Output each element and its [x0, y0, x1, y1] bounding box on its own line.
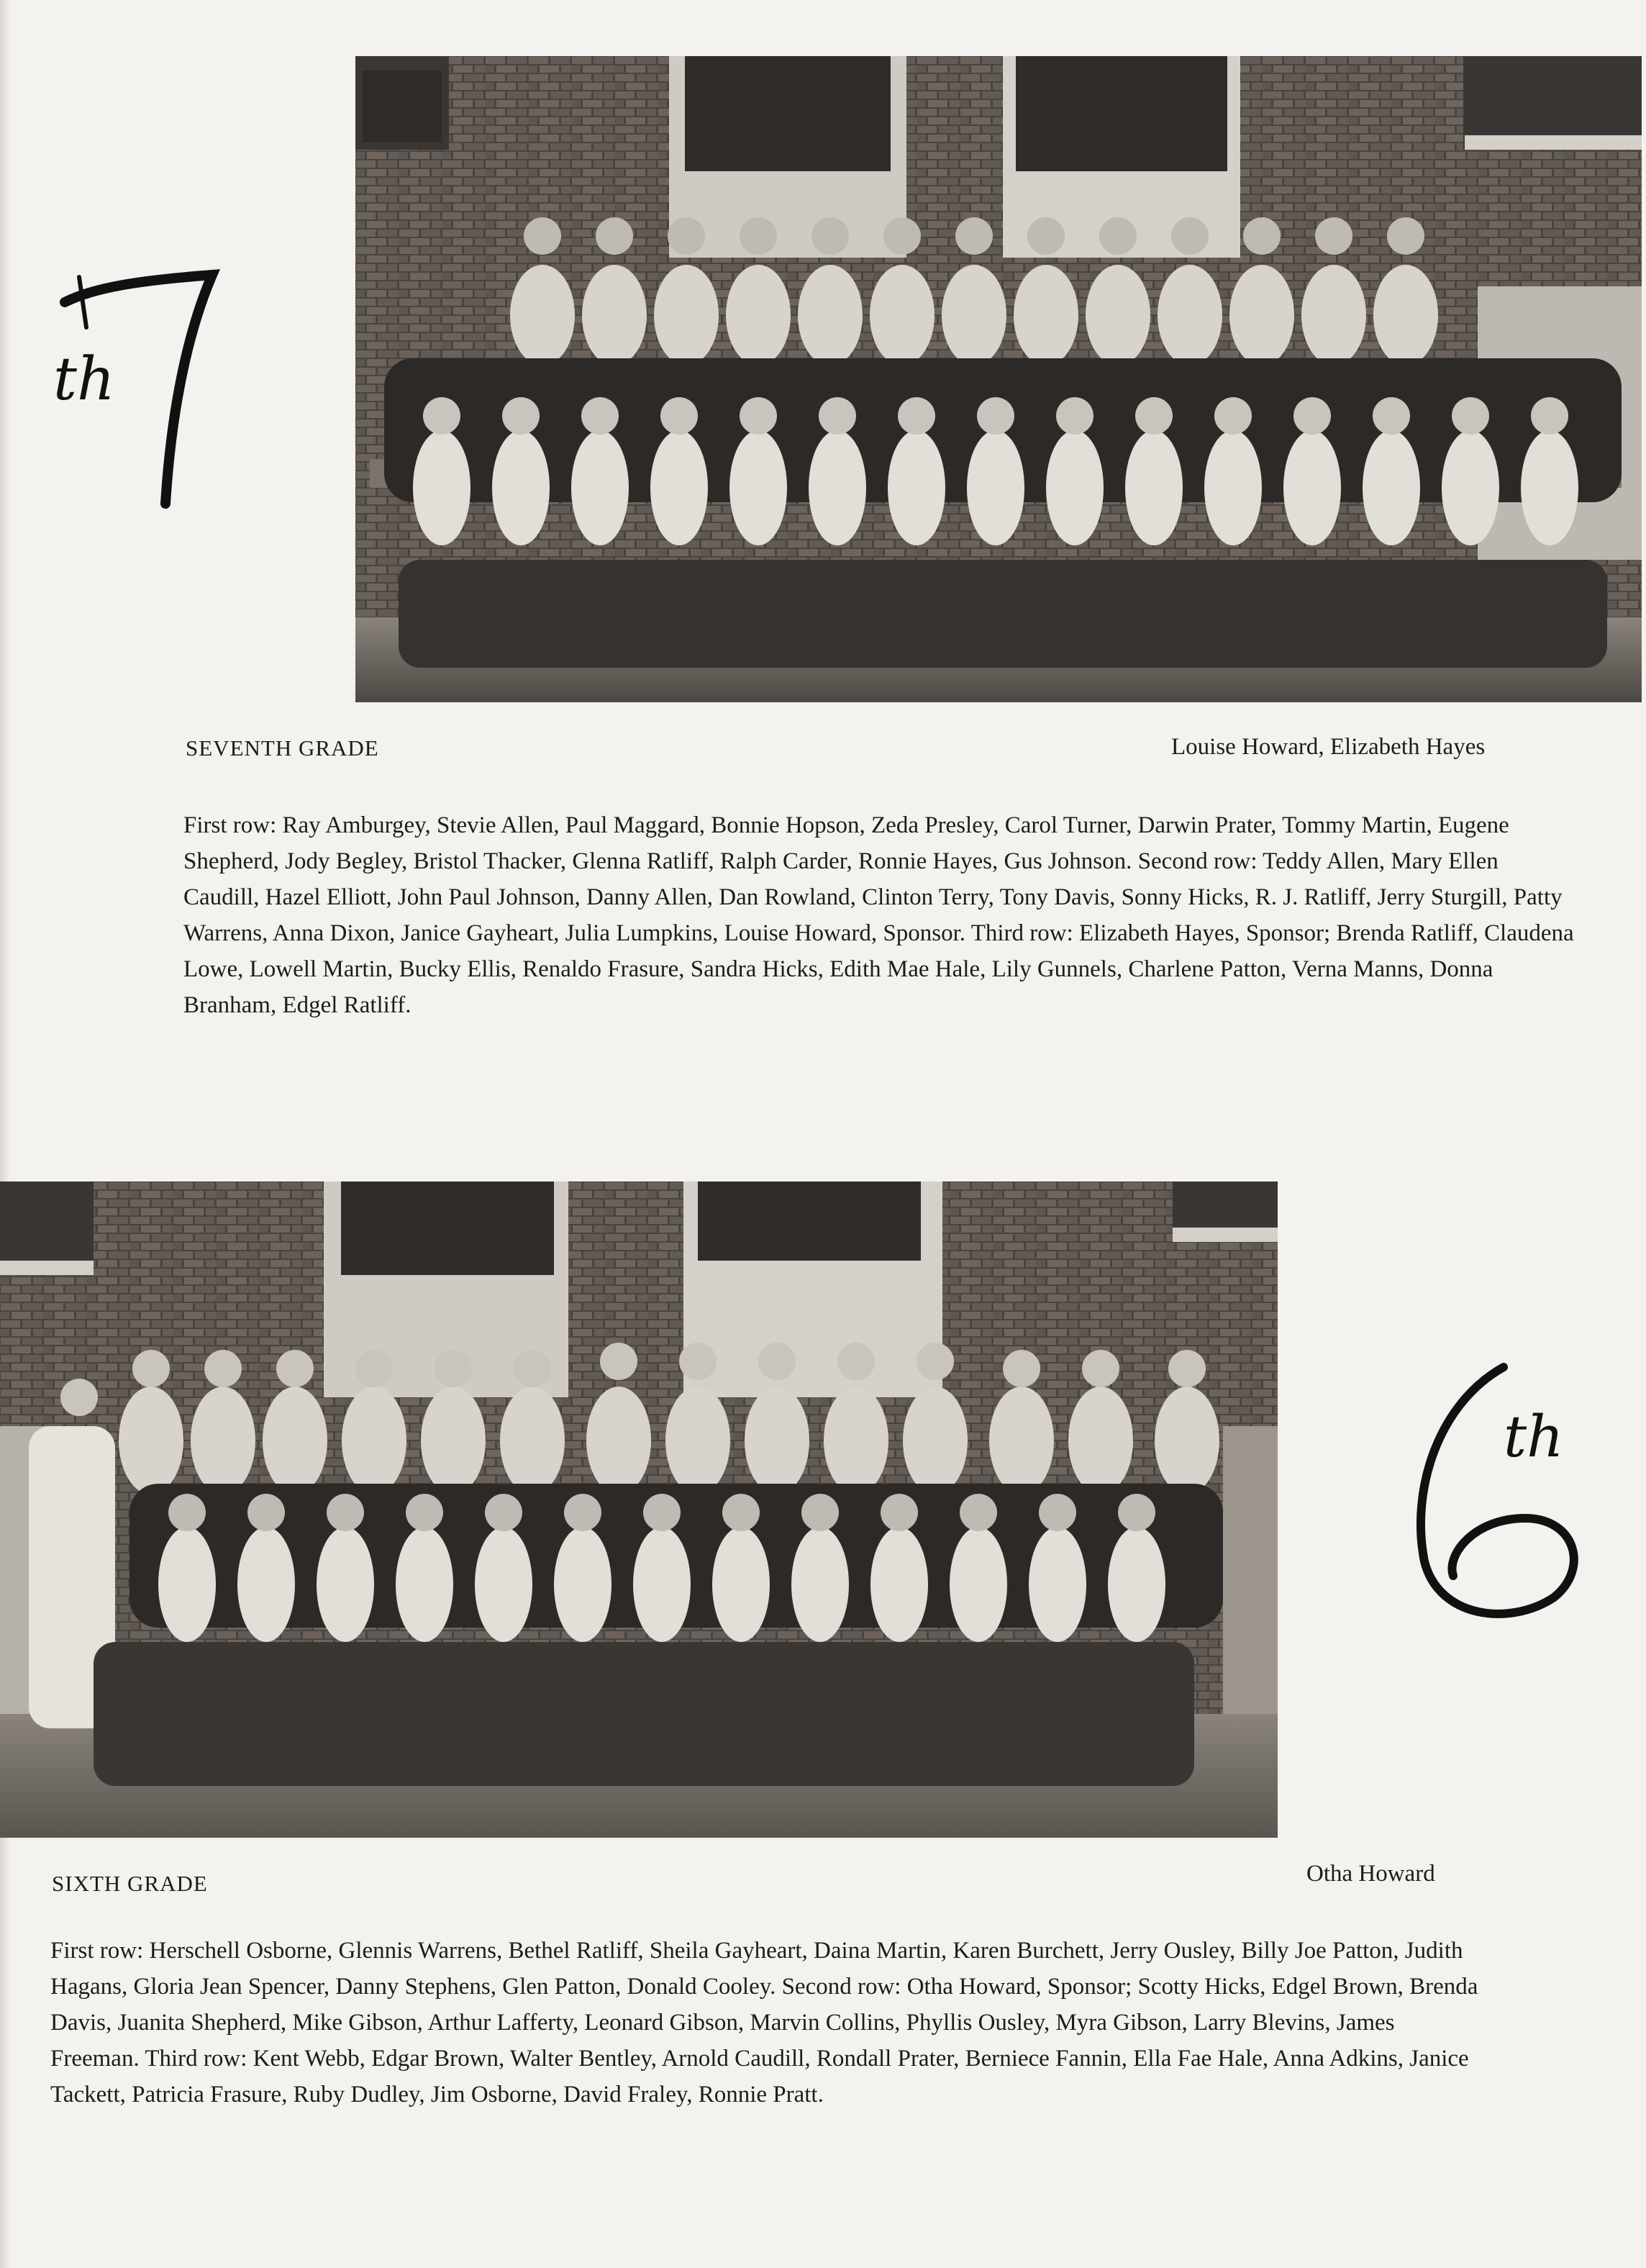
sixth-grade-caption: First row: Herschell Osborne, Glennis Warrens, Bethel Ratliff, Sheila Gayheart, Daina Martin, Karen Burchett, Jerry Ousley, Billy Joe Patton, Judith Hagans, Gloria Jean Spencer, Danny Stephens, Glen Patton, Donald Cooley. Second row: Otha Howard, Sponsor; Scotty Hicks, Edgel Brown, Brenda Davis, Juanita Shepherd, Mike Gibson, Arthur Lafferty, Leonard Gibson, Marvin Collins, Phyllis Ousley, Myra Gibson, Larry Blevins, James Freeman. Third row: Kent Webb, Edgar Brown, Walter Bentley, Arnold Caudill, Rondall Prater, Berniece Fannin, Ella Fae Hale, Anna Adkins, Janice Tackett, Patricia Frasure, Ruby Dudley, Jim Osborne, David Fraley, Ronnie Pratt. — [50, 1938, 1478, 2108]
sixth-th-text: th — [1504, 1403, 1564, 1470]
handwritten-sixth-mark — [1396, 1360, 1597, 1633]
seventh-grade-heading: SEVENTH GRADE — [186, 735, 379, 761]
page-binding-edge — [0, 0, 10, 2268]
seventh-th-text: th — [53, 345, 115, 414]
seventh-grade-class-photo — [355, 56, 1642, 702]
sixth-grade-class-photo — [0, 1181, 1278, 1838]
sixth-grade-heading: SIXTH GRADE — [52, 1871, 208, 1896]
seventh-grade-caption: First row: Ray Amburgey, Stevie Allen, Paul Maggard, Bonnie Hopson, Zeda Presley, Carol Turner, Darwin Prater, Tommy Martin, Eugene Shepherd, Jody Begley, Bristol Thacker, Glenna Ratliff, Ralph Carder, Ronnie Hayes, Gus Johnson. Second row: Teddy Allen, Mary Ellen Caudill, Hazel Elliott, John Paul Johnson, Danny Allen, Dan Rowland, Clinton Terry, Tony Davis, Sonny Hicks, R. J. Ratliff, Jerry Sturgill, Patty Warrens, Anna Dixon, Janice Gayheart, Julia Lumpkins, Louise Howard, Sponsor. Third row: Elizabeth Hayes, Sponsor; Brenda Ratliff, Claudena Lowe, Lowell Martin, Bucky Ellis, Renaldo Frasure, Sandra Hicks, Edith Mae Hale, Lily Gunnels, Charlene Patton, Verna Manns, Donna Branham, Edgel Ratliff. — [183, 812, 1574, 1018]
seventh-number-text — [50, 259, 51, 260]
handwritten-seventh-mark — [50, 259, 223, 518]
sixth-grade-sponsors: Otha Howard — [1306, 1861, 1435, 1887]
seventh-grade-sponsors: Louise Howard, Elizabeth Hayes — [1171, 734, 1486, 760]
